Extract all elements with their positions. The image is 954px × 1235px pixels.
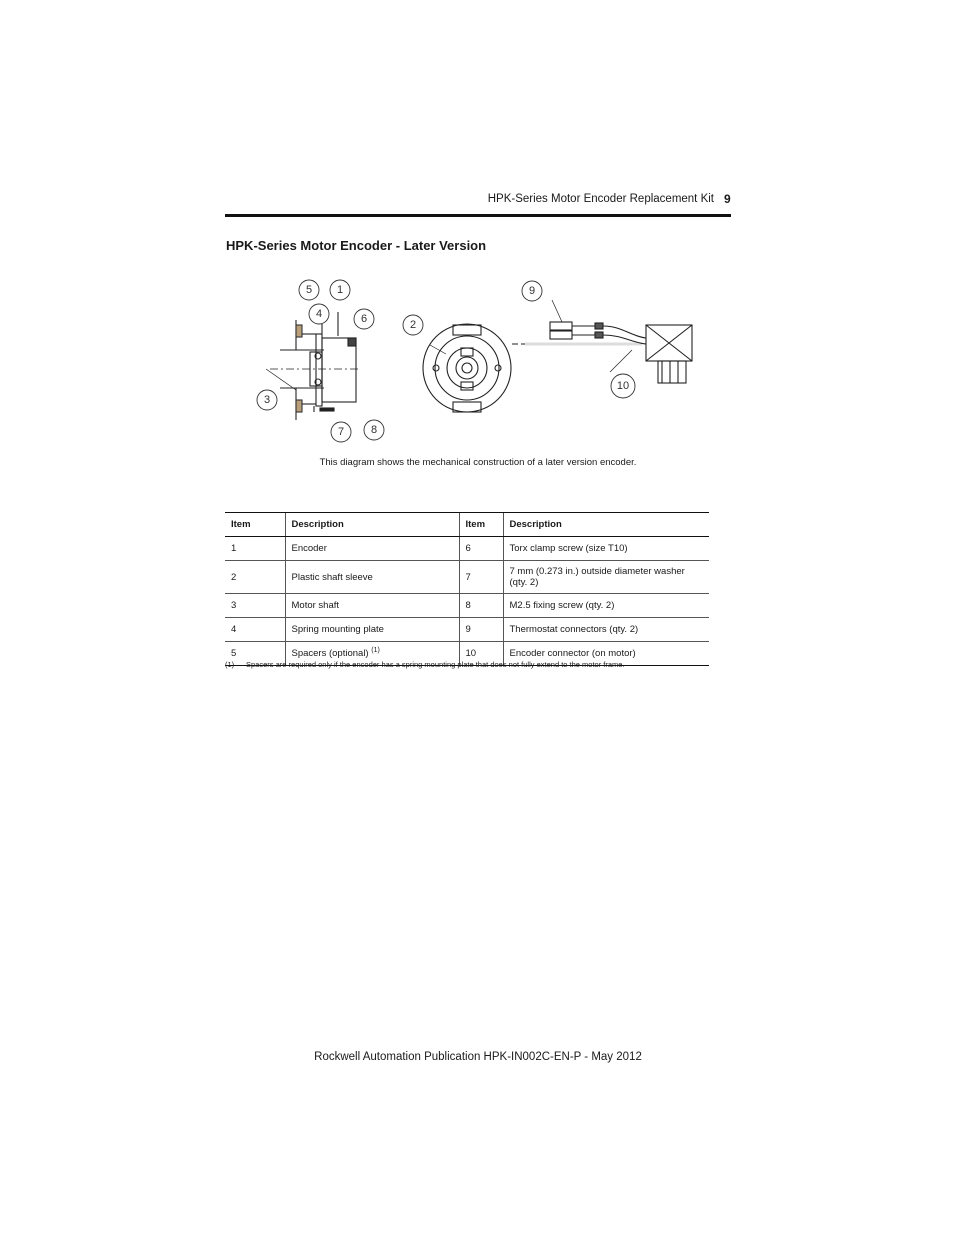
table-row [225,594,709,618]
item-description: Torx clamp screw (size T10) [503,537,709,561]
footer-publication: Rockwell Automation Publication HPK-IN002C-EN-P - May 2012 [314,1051,642,1063]
svg-text:4: 4 [315,308,323,320]
item-number: 10 [459,642,503,666]
callout-10 [611,374,635,398]
svg-text:8: 8 [370,424,378,436]
footnote-reference[interactable]: (1) [371,647,380,655]
callout-4 [309,304,329,324]
column-header-item: Item [459,513,503,537]
parts-table [225,512,709,666]
header-title: HPK-Series Motor Encoder Replacement Kit [487,193,714,205]
item-description: 7 mm (0.273 in.) outside diameter washer (qty. 2) [503,561,709,594]
item-number: 5 [225,642,285,666]
svg-text:5: 5 [305,284,313,296]
item-description: Spring mounting plate [285,618,459,642]
table-row [225,537,709,561]
item-number: 8 [459,594,503,618]
item-number: 4 [225,618,285,642]
svg-text:2: 2 [409,319,417,331]
callout-3 [257,390,277,410]
item-description: Encoder [285,537,459,561]
svg-text:3: 3 [263,394,271,406]
column-header-description: Description [285,513,459,537]
callout-9 [522,281,542,301]
table-row [225,561,709,594]
item-description: M2.5 fixing screw (qty. 2) [503,594,709,618]
footnote-text: Spacers are required only if the encoder has a spring mounting plate that does not fully extend to the motor frame. [246,660,625,669]
front-view-drawing [423,324,511,412]
item-number: 1 [225,537,285,561]
footnote-mark: (1) [225,660,235,669]
item-number: 9 [459,618,503,642]
footnote [225,660,625,669]
item-description: Motor shaft [285,594,459,618]
side-view-drawing [263,312,358,420]
svg-text:7: 7 [337,426,345,438]
section-title: HPK-Series Motor Encoder - Later Version [226,238,487,253]
item-number: 6 [459,537,503,561]
encoder-diagram [250,270,710,450]
callout-5 [299,280,319,300]
figure-caption: This diagram shows the mechanical construction of a later version encoder. [319,457,637,468]
svg-text:9: 9 [528,285,536,297]
column-header-item: Item [225,513,285,537]
table-row [225,618,709,642]
callout-7 [331,422,351,442]
header-rule [225,214,731,217]
cable-and-connector-drawing [512,300,692,383]
encoder-diagram-svg [250,270,710,450]
svg-text:6: 6 [360,313,368,325]
callout-1 [330,280,350,300]
item-description: Encoder connector (on motor) [503,642,709,666]
svg-text:1: 1 [336,284,344,296]
item-number: 3 [225,594,285,618]
item-number: 2 [225,561,285,594]
item-description-text: Spacers (optional) [291,648,369,660]
svg-text:10: 10 [616,380,630,392]
item-description: Thermostat connectors (qty. 2) [503,618,709,642]
item-description: Plastic shaft sleeve [285,561,459,594]
item-number: 7 [459,561,503,594]
page-number: 9 [724,192,731,206]
column-header-description: Description [503,513,709,537]
callout-6 [354,309,374,329]
table-header-row [225,513,709,537]
callout-2 [403,315,423,335]
callout-8 [364,420,384,440]
